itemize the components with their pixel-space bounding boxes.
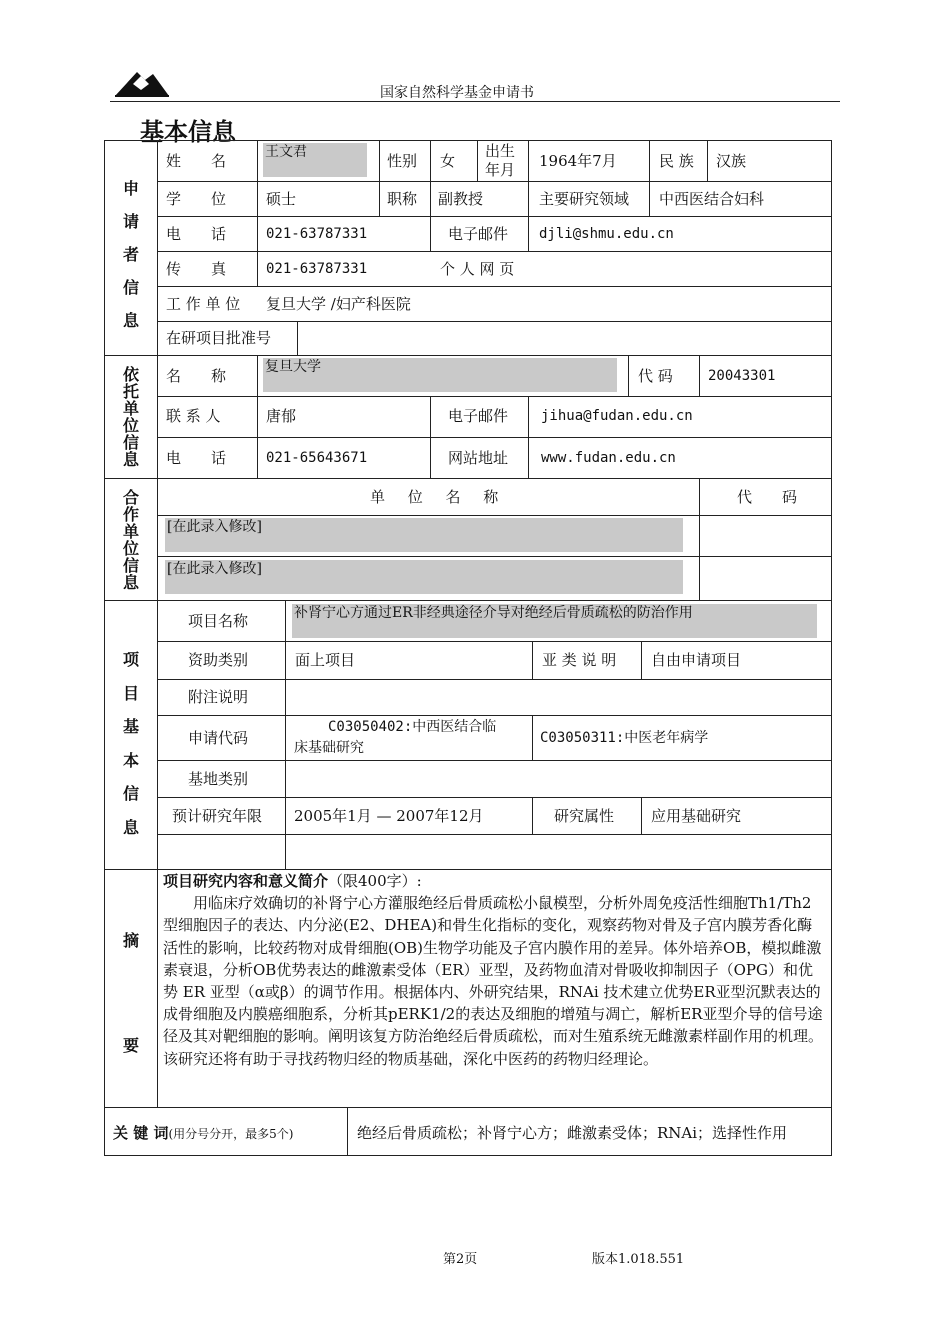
project-name-label: 项目名称	[188, 612, 249, 630]
birth-label: 出生	[485, 142, 516, 160]
phone-value[interactable]: 021-63787331	[266, 226, 368, 242]
divider	[104, 1107, 832, 1108]
name-field[interactable]: 王文君	[263, 143, 367, 177]
employer-value[interactable]: 复旦大学 /妇产科医院	[266, 295, 411, 313]
email-value[interactable]: djli@shmu.edu.cn	[539, 226, 674, 242]
host-email-value[interactable]: jihua@fudan.edu.cn	[541, 408, 693, 424]
note-label: 附注说明	[188, 688, 249, 706]
host-section-label: 依 托 单 位 信 息	[122, 365, 139, 469]
divider	[157, 869, 158, 1107]
subtype-value[interactable]: 自由申请项目	[651, 651, 742, 669]
title-value[interactable]: 副教授	[438, 190, 484, 208]
abstract-section-label-2: 要	[122, 1036, 139, 1055]
abstract-text[interactable]: 用临床疗效确切的补肾宁心方灌服绝经后骨质疏松小鼠模型，分析外周免疫活性细胞Th1/Th2型细胞因子的表达、内分泌(E2、DHEA)和骨生化指标的变化，观察药物对骨及子宫内膜芳香化酶活性的影响，比较药物对成骨细胞(OB)生物学功能及子宫内膜作用的差异。体外培养OB，模拟雌激素衰退，分析OB优势表达的雌激素受体（ER）亚型，及药物血清对骨吸收抑制因子（OPG）和优势 ER 亚型（α或β）的调节作用。根据体内、外研究结果，RNAi 技术建立优势ER亚型沉默表达的成骨细胞及内膜癌细胞系，分析其pERK1/2的表达及细胞的增殖与凋亡，解析ER亚型介导的信号途径及其对靶细胞的影响。阐明该复方防治绝经后骨质疏松，而对生殖系统无雌激素样副作用的机理。该研究还将有助于寻找药物归经的物质基础，深化中医药的药物归经理论。	[163, 894, 824, 1068]
partner-name-field-2[interactable]: [在此录入修改]	[165, 560, 683, 594]
name-label: 姓 名	[166, 152, 227, 170]
partner-section-label: 合 作 单 位 信 息	[122, 488, 139, 592]
apply-code-2[interactable]: C03050311:中医老年病学	[540, 730, 709, 746]
gender-value[interactable]: 女	[440, 152, 456, 170]
fax-value[interactable]: 021-63787331	[266, 261, 368, 277]
version: 版本1.018.551	[592, 1252, 685, 1267]
host-code-label: 代 码	[638, 367, 673, 385]
birth-label-2: 年月	[485, 161, 516, 179]
keywords-value[interactable]: 绝经后骨质疏松；补肾宁心方；雌激素受体；RNAi；选择性作用	[357, 1124, 788, 1142]
website-label: 网站地址	[448, 449, 509, 467]
ongoing-label: 在研项目批准号	[166, 329, 272, 347]
section-title: 基本信息	[140, 118, 236, 146]
email-label: 电子邮件	[448, 225, 509, 243]
contact-value[interactable]: 唐郁	[266, 407, 297, 425]
divider	[104, 600, 832, 601]
partner-name-field-1[interactable]: [在此录入修改]	[165, 518, 683, 552]
host-name-field[interactable]: 复旦大学	[263, 358, 617, 392]
abstract-limit: （限400字）:	[328, 872, 422, 890]
doc-title: 国家自然科学基金申请书	[380, 85, 534, 101]
divider	[104, 355, 832, 356]
abstract-heading: 项目研究内容和意义简介	[163, 872, 329, 890]
host-phone-value[interactable]: 021-65643671	[266, 450, 368, 466]
degree-value[interactable]: 硕士	[266, 190, 297, 208]
ethnicity-value[interactable]: 汉族	[716, 152, 747, 170]
period-label: 预计研究年限	[172, 807, 263, 825]
ethnicity-label: 民 族	[659, 152, 694, 170]
header-rule	[110, 101, 840, 102]
field-label: 主要研究领域	[539, 190, 630, 208]
apply-code-1-line1[interactable]: C03050402:中西医结合临	[328, 719, 497, 735]
attr-value[interactable]: 应用基础研究	[651, 807, 742, 825]
keywords-hint: (用分号分开，最多5个)	[168, 1127, 294, 1141]
phone-label: 电 话	[166, 225, 227, 243]
keywords-label-block	[113, 1124, 293, 1143]
funding-label: 资助类别	[188, 651, 249, 669]
birth-value[interactable]: 1964年7月	[539, 152, 617, 170]
apply-code-label: 申请代码	[188, 729, 249, 747]
partner-name-header: 单 位 名 称	[370, 488, 508, 506]
partner-code-header: 代 码	[737, 488, 798, 506]
title-label: 职称	[387, 190, 418, 208]
project-name-field[interactable]: 补肾宁心方通过ER非经典途径介导对绝经后骨质疏松的防治作用	[292, 604, 817, 638]
field-value[interactable]: 中西医结合妇科	[659, 190, 765, 208]
gender-label: 性别	[387, 152, 418, 170]
subtype-label: 亚 类 说 明	[542, 651, 617, 669]
divider	[104, 478, 832, 479]
applicant-section-label: 申 请 者 信 息	[122, 179, 139, 330]
fax-label: 传 真	[166, 260, 227, 278]
abstract-block	[163, 870, 825, 1070]
keywords-label: 关 键 词	[113, 1124, 169, 1142]
abstract-section-label-1: 摘	[122, 931, 139, 950]
apply-code-1-line2[interactable]: 床基础研究	[294, 740, 364, 756]
page-number: 第2页	[443, 1252, 478, 1267]
host-phone-label: 电 话	[166, 449, 227, 467]
project-section-label: 项 目 基 本 信 息	[122, 650, 139, 837]
contact-label: 联 系 人	[166, 407, 221, 425]
host-code-value[interactable]: 20043301	[708, 368, 776, 384]
employer-label: 工 作 单 位	[166, 295, 241, 313]
attr-label: 研究属性	[554, 807, 615, 825]
period-value[interactable]: 2005年1月 — 2007年12月	[294, 807, 484, 825]
website-value[interactable]: www.fudan.edu.cn	[541, 450, 676, 466]
host-email-label: 电子邮件	[448, 407, 509, 425]
nsfc-logo-icon	[115, 68, 169, 98]
funding-value[interactable]: 面上项目	[295, 651, 356, 669]
base-label: 基地类别	[188, 770, 249, 788]
degree-label: 学 位	[166, 190, 227, 208]
host-name-label: 名 称	[166, 367, 227, 385]
homepage-label: 个 人 网 页	[440, 260, 515, 278]
